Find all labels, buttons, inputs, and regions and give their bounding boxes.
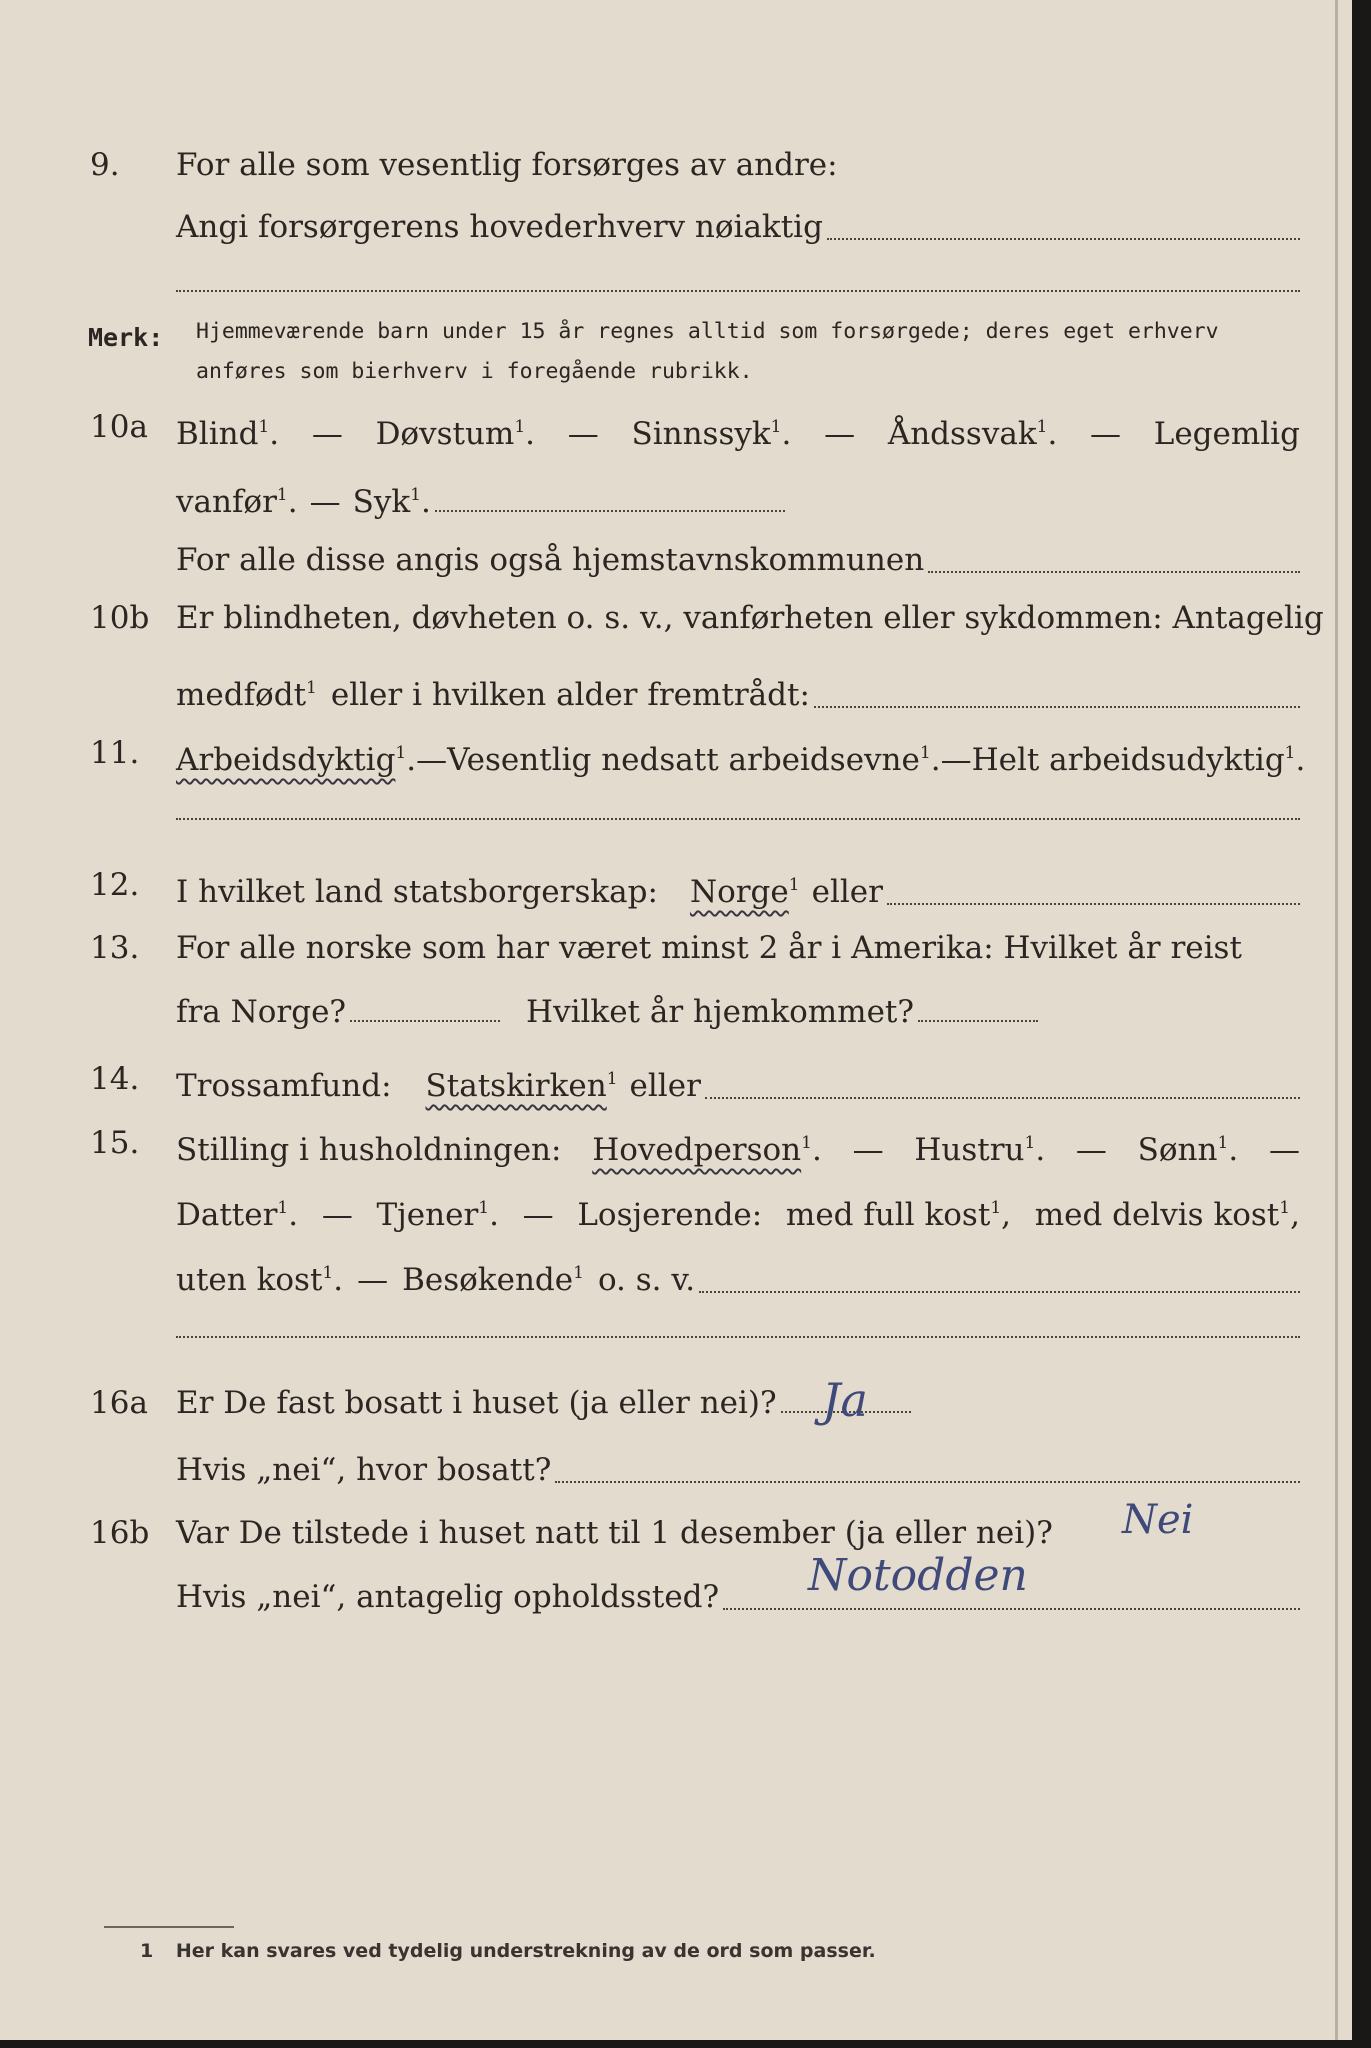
q10a-number: 10a	[90, 409, 148, 445]
q14-question: Trossamfund:	[176, 1067, 392, 1104]
option-syk: Syk$^1$.	[352, 483, 431, 520]
option-arbeidsudyktig: Helt arbeidsudyktig$^1$.	[971, 741, 1306, 778]
q9-provider-label: Angi forsørgerens hovederhverv nøiaktig	[176, 209, 823, 245]
option-nedsatt: Vesentlig nedsatt arbeidsevne$^1$.	[447, 741, 941, 778]
q16a-row-2	[0, 1445, 1352, 1495]
q10a-syk-answer-line[interactable]	[435, 509, 785, 512]
q12-question: I hvilket land statsborgerskap:	[176, 873, 658, 910]
option-datter: Datter$^1$.	[176, 1196, 299, 1233]
hjemstavn-answer-line[interactable]	[928, 570, 1300, 573]
option-norge: Norge$^1$	[689, 873, 800, 910]
q14-answer-line[interactable]	[705, 1096, 1300, 1099]
q10b-age-label: eller i hvilken alder fremtrådt:	[330, 676, 810, 713]
option-delvis-kost: med delvis kost$^1$,	[1034, 1196, 1300, 1233]
q16a-residence-answer-line[interactable]	[555, 1480, 1300, 1483]
option-sonn: Sønn$^1$.	[1137, 1131, 1239, 1168]
option-andssvak: Åndssvak$^1$.	[887, 415, 1058, 452]
q15-answer-line[interactable]	[699, 1290, 1300, 1293]
q12-number: 12.	[90, 867, 140, 903]
q13-departure-answer-line[interactable]	[350, 1019, 500, 1022]
option-losjerende: Losjerende:	[577, 1196, 763, 1233]
q9-number: 9.	[90, 147, 120, 183]
q10a-row-3	[0, 535, 1352, 585]
q16b-handwritten-location: Notodden	[808, 1550, 1028, 1601]
option-medfodt: medfødt$^1$	[176, 676, 317, 713]
option-hovedperson: Hovedperson$^1$.	[592, 1131, 822, 1168]
option-vanfor: vanfør$^1$.	[176, 483, 298, 520]
q11-answer-line[interactable]	[176, 818, 1300, 820]
merk-label: Merk:	[88, 323, 164, 352]
q15-number: 15.	[90, 1125, 140, 1161]
footnote	[140, 1936, 876, 1966]
q15-row-1: 15. Stilling i husholdningen: Hovedperson$^1$. — Hustru$^1$. — Sønn$^1$. —	[0, 1118, 1352, 1168]
q10b-row-2	[0, 663, 1352, 713]
q13-row-2	[0, 987, 1352, 1037]
q16b-row-2	[0, 1572, 1352, 1622]
q16a-row-1	[0, 1378, 1352, 1428]
q10a-row-2: vanfør$^1$. — Syk$^1$.	[0, 470, 1352, 520]
option-blind: Blind$^1$.	[176, 415, 280, 452]
option-tjener: Tjener$^1$.	[376, 1196, 499, 1233]
q15-answer-line-2[interactable]	[176, 1336, 1300, 1338]
q10b-row-1	[0, 593, 1352, 643]
footnote-marker: 1	[140, 1940, 154, 1962]
q16b-location-label: Hvis „nei“, antagelig opholdssted?	[176, 1579, 720, 1615]
q11-row: 11. Arbeidsdyktig$^1$. — Vesentlig nedsatt arbeidsevne$^1$. — Helt arbeidsudyktig$^1$.	[0, 728, 1352, 778]
q16b-question: Var De tilstede i huset natt til 1 desember (ja eller nei)?	[176, 1515, 1053, 1551]
footnote-text: Her kan svares ved tydelig understrekning av de ord som passer.	[175, 1940, 876, 1962]
q16b-number: 16b	[90, 1515, 150, 1551]
option-sinnssyk: Sinnssyk$^1$.	[631, 415, 792, 452]
q13-row-1	[0, 923, 1352, 973]
q13-question: For alle norske som har været minst 2 år i Amerika: Hvilket år reist	[176, 930, 1242, 966]
q14-number: 14.	[90, 1061, 140, 1097]
q15-row-2: Datter$^1$. — Tjener$^1$. — Losjerende: med full kost$^1$, med delvis kost$^1$,	[0, 1183, 1352, 1233]
hjemstavn-label: For alle disse angis også hjemstavnskommunen	[176, 542, 925, 578]
q10a-row-1: 10a Blind$^1$. — Døvstum$^1$. — Sinnssyk$^1$. — Åndssvak$^1$. — Legemlig	[0, 402, 1352, 452]
q14-row: 14. Trossamfund: Statskirken$^1$ eller	[0, 1054, 1352, 1104]
q13-return-label: Hvilket år hjemkommet?	[526, 994, 915, 1030]
q9-row-1	[0, 140, 1352, 190]
q16b-handwritten-answer: Nei	[1122, 1497, 1194, 1543]
option-legemlig: Legemlig	[1153, 415, 1300, 452]
option-dovstum: Døvstum$^1$.	[375, 415, 536, 452]
option-statskirken: Statskirken$^1$	[425, 1067, 618, 1104]
q9-answer-line-2[interactable]	[176, 290, 1300, 292]
option-uten-kost: uten kost$^1$.	[176, 1261, 344, 1298]
q15-question: Stilling i husholdningen:	[176, 1131, 562, 1168]
option-arbeidsdyktig: Arbeidsdyktig$^1$.	[176, 741, 417, 778]
q10b-question: Er blindheten, døvheten o. s. v., vanførheten eller sykdommen: Antagelig	[176, 600, 1324, 636]
q13-return-answer-line[interactable]	[918, 1019, 1038, 1022]
q12-answer-line[interactable]	[887, 902, 1300, 905]
q10b-number: 10b	[90, 600, 150, 636]
footnote-rule	[104, 1926, 234, 1928]
option-besokende: Besøkende$^1$	[402, 1261, 584, 1298]
option-hustru: Hustru$^1$.	[914, 1131, 1046, 1168]
q16a-question: Er De fast bosatt i huset (ja eller nei)?	[176, 1385, 777, 1421]
q16a-residence-label: Hvis „nei“, hvor bosatt?	[176, 1452, 552, 1488]
merk-note: Hjemmeværende barn under 15 år regnes alltid som forsørgede; deres eget erhverv anføres som bierhverv i foregående rubrikk.	[196, 319, 1219, 384]
q15-row-3: uten kost$^1$. — Besøkende$^1$ o. s. v.	[0, 1248, 1352, 1298]
q13-number: 13.	[90, 930, 140, 966]
option-full-kost: med full kost$^1$,	[785, 1196, 1012, 1233]
q12-row: 12. I hvilket land statsborgerskap: Norge$^1$ eller	[0, 860, 1352, 910]
q16a-number: 16a	[90, 1385, 148, 1421]
q10b-answer-line[interactable]	[814, 705, 1300, 708]
q9-row-2	[0, 202, 1352, 252]
q9-question: For alle som vesentlig forsørges av andre:	[176, 147, 838, 183]
q13-departure-label: fra Norge?	[176, 994, 347, 1030]
q11-number: 11.	[90, 735, 140, 771]
q16a-handwritten-answer: Ja	[822, 1373, 868, 1427]
q9-answer-line[interactable]	[827, 237, 1300, 240]
q16b-location-answer-line[interactable]	[723, 1607, 1300, 1610]
